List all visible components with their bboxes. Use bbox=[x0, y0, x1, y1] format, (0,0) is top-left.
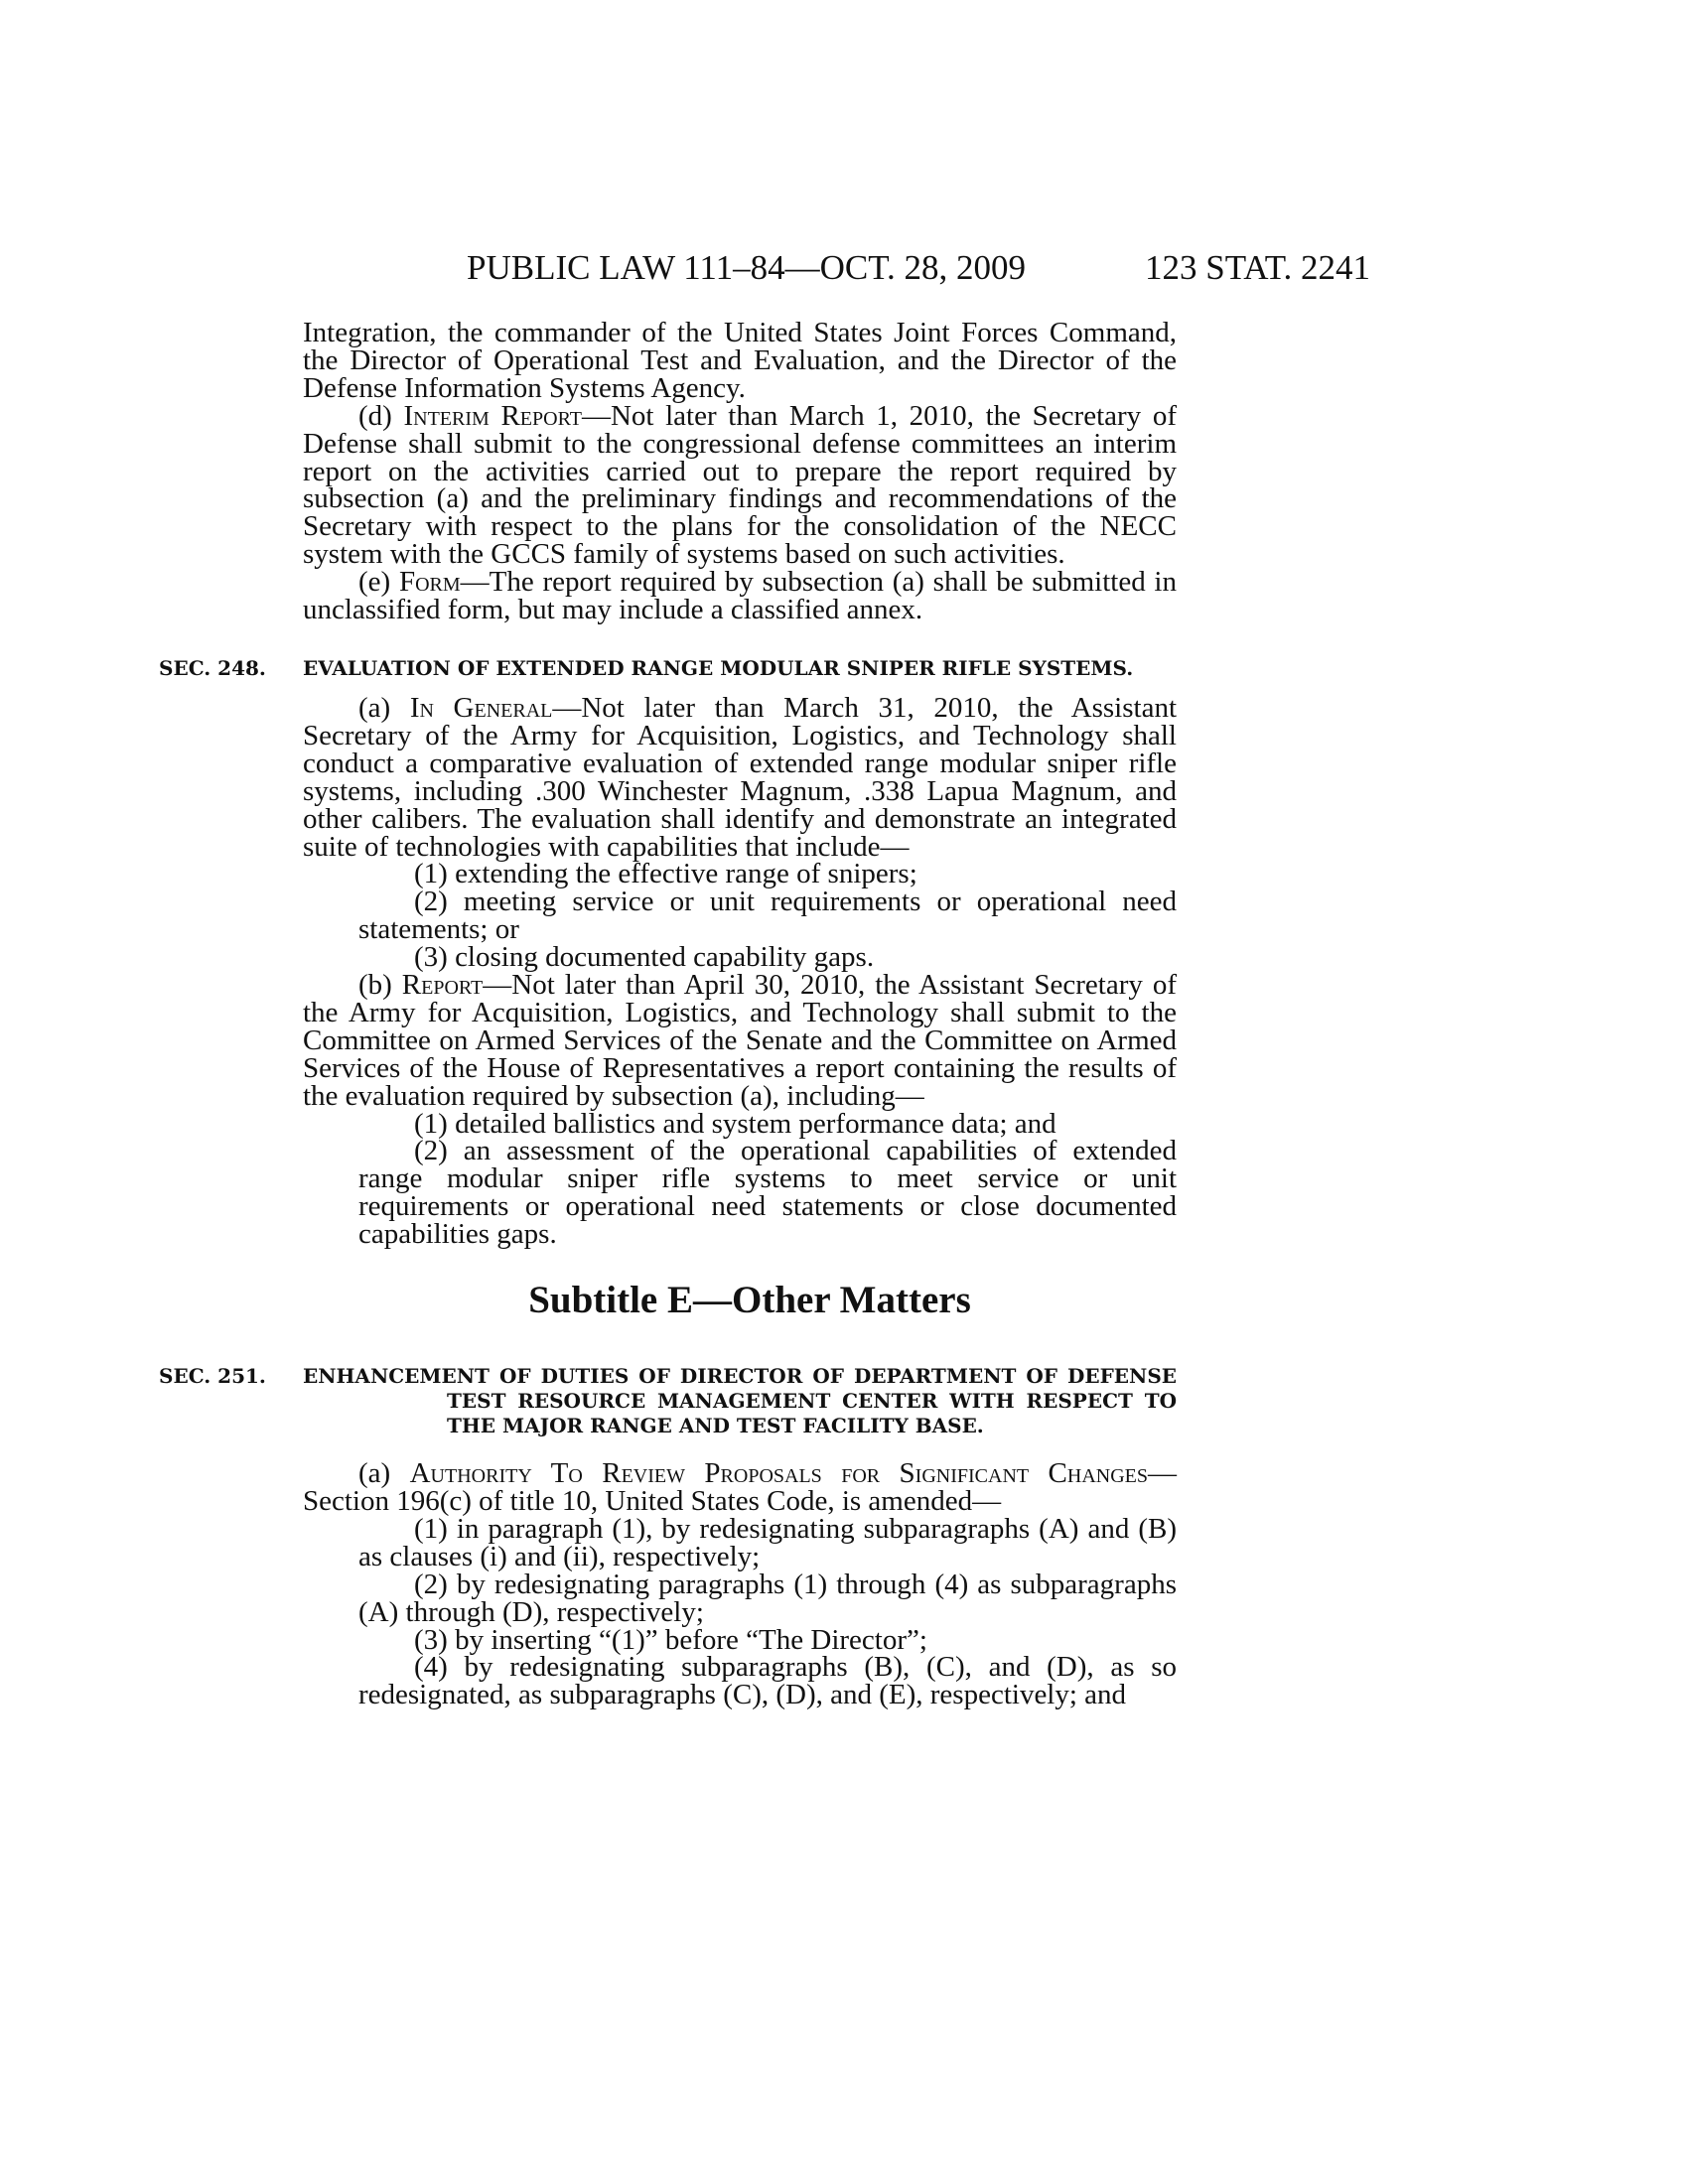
subsection-d: (d) Interim Report—Not later than March 1, 2010, the Secretary of Defense shall submit to the congressional defense committees an interim report on the activities carried out to prepare the report required by subsection (a) and the preliminary findings and recommendations of the Secretary with respect to the plans for the consolidation of the NECC system with the GCCS family of systems based on such activities. bbox=[303, 399, 1177, 571]
paragraph-item: (3) by inserting “(1)” before “The Director”; bbox=[414, 1623, 927, 1656]
section-248-subsection-b: (b) Report—Not later than April 30, 2010, the Assistant Secretary of the Army for Acquisition, Logistics, and Technology shall submit to the Committee on Armed Services of the Senate and the Committee on Armed Services of the House of Representatives a report containing the results of the evaluation required by subsection (a), including— bbox=[303, 969, 1177, 1112]
section-248-heading: SEC. 248.EVALUATION OF EXTENDED RANGE MODULAR SNIPER RIFLE SYSTEMS. bbox=[159, 655, 1134, 680]
section-248-subsection-a: (a) In General—Not later than March 31, 2010, the Assistant Secretary of the Army for Acquisition, Logistics, and Technology shall conduct a comparative evaluation of extended range modular sniper rifle systems, including .300 Winchester Magnum, .338 Lapua Magnum, and other calibers. The evaluation shall identify and demonstrate an integrated suite of technologies with capabilities that include— bbox=[303, 691, 1177, 863]
paragraph-item: (2) an assessment of the operational capabilities of extended range modular sniper rifle systems to meet service or unit requirements or operational need statements or close documented capabilities gaps. bbox=[358, 1135, 1177, 1251]
paragraph-item: (1) in paragraph (1), by redesignating subparagraphs (A) and (B) as clauses (i) and (ii), respectively; bbox=[358, 1512, 1177, 1572]
running-header-stat-page: 123 STAT. 2241 bbox=[1145, 248, 1370, 287]
section-251-heading: SEC. 251.ENHANCEMENT OF DUTIES OF DIRECTOR OF DEPARTMENT OF DEFENSE TEST RESOURCE MANAGEMENT CENTER WITH RESPECT TO THE MAJOR RANGE AND TEST FACILITY BASE. bbox=[159, 1364, 1177, 1438]
page-body bbox=[159, 317, 1177, 1711]
paragraph-item: (4) by redesignating subparagraphs (B), (C), and (D), as so redesignated, as subparagraphs (C), (D), and (E), respectively; and bbox=[358, 1651, 1177, 1711]
paragraph-item: (2) by redesignating paragraphs (1) through (4) as subparagraphs (A) through (D), respectively; bbox=[358, 1568, 1177, 1628]
paragraph-item: (3) closing documented capability gaps. bbox=[414, 941, 875, 974]
paragraph-item: (1) extending the effective range of snipers; bbox=[414, 858, 917, 890]
subtitle-heading: Subtitle E—Other Matters bbox=[528, 1279, 971, 1322]
subsection-e: (e) Form—The report required by subsection (a) shall be submitted in unclassified form, but may include a classified annex. bbox=[303, 566, 1177, 626]
subsection-heading: In General bbox=[409, 691, 553, 724]
continuation-paragraph: Integration, the commander of the United States Joint Forces Command, the Director of Operational Test and Evaluation, and the Director of the Defense Information Systems Agency. bbox=[303, 317, 1177, 404]
subsection-heading: Report bbox=[401, 969, 484, 1002]
subsection-heading: Form bbox=[398, 566, 461, 599]
running-header-law: PUBLIC LAW 111–84—OCT. 28, 2009 bbox=[467, 248, 1027, 287]
subsection-heading: Authority To Review Proposals for Significant Changes bbox=[409, 1457, 1148, 1490]
subsection-heading: Interim Report bbox=[403, 399, 582, 432]
paragraph-item: (2) meeting service or unit requirements or operational need statements; or bbox=[358, 886, 1177, 946]
section-251-subsection-a: (a) Authority To Review Proposals for Significant Changes—Section 196(c) of title 10, United States Code, is amended— bbox=[303, 1457, 1177, 1517]
paragraph-item: (1) detailed ballistics and system performance data; and bbox=[414, 1107, 1056, 1140]
